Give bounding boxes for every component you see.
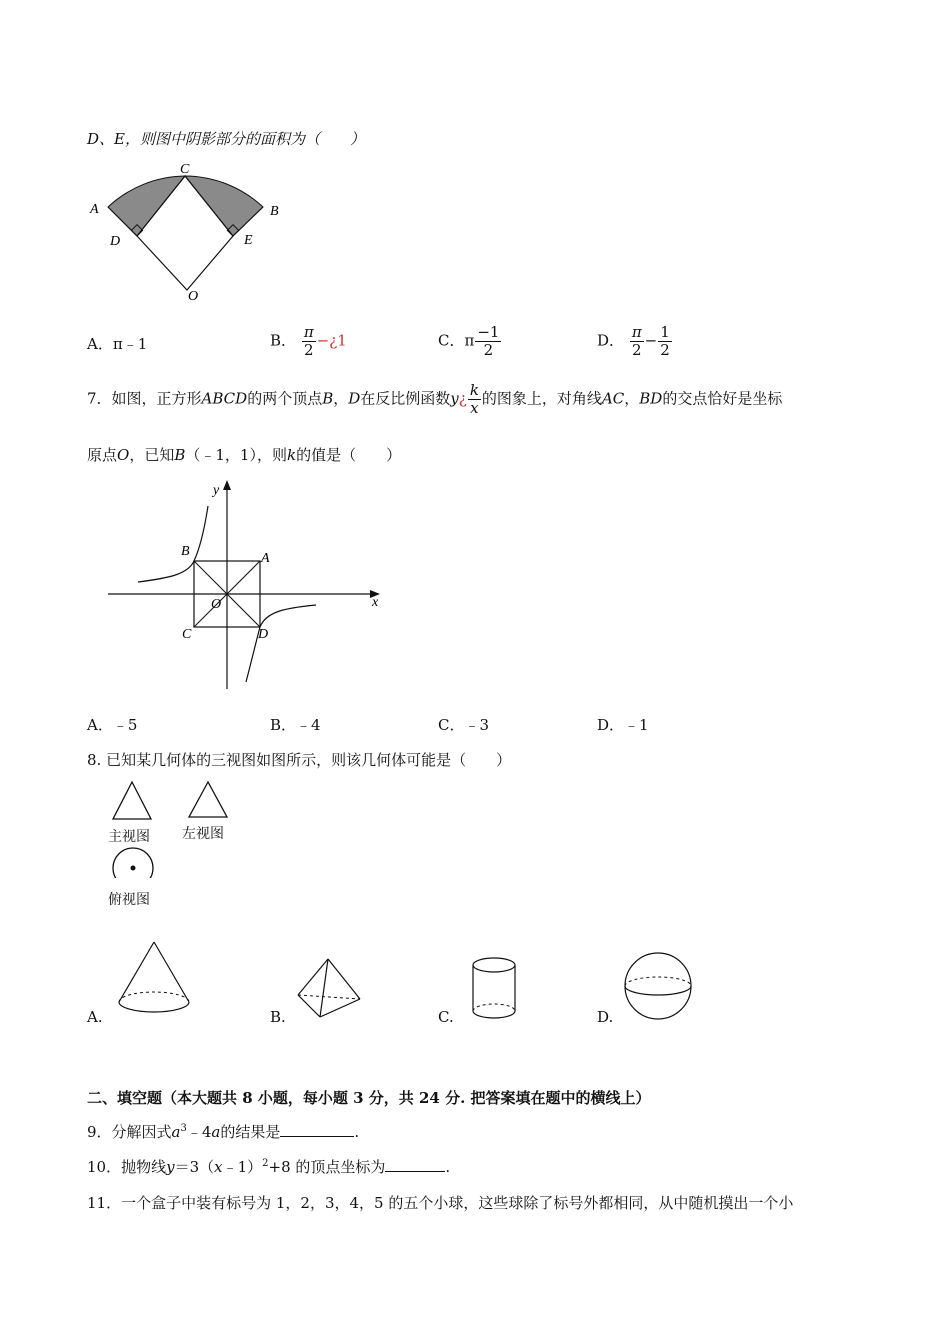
q8-option-d: D. <box>597 1008 614 1026</box>
q11: 11．一个盒子中装有标号为 1，2，3，4，5 的五个小球，这些球除了标号外都相同，从中随机摸出一个小 <box>87 1194 794 1212</box>
label-e: E <box>244 233 253 248</box>
sphere-figure <box>620 948 696 1024</box>
label-b: B <box>270 204 279 219</box>
label-x: x <box>372 595 379 610</box>
q7-line2: 原点O，已知B（﹣1，1），则k的值是（ ） <box>87 446 402 464</box>
hyperbola-branch-left <box>138 506 208 582</box>
q8-option-a: A. <box>87 1008 103 1026</box>
label-y: y <box>213 483 220 498</box>
q10-answer-blank[interactable] <box>385 1157 445 1172</box>
shaded-region-left <box>108 176 185 236</box>
q9: 9．分解因式$a^3﹣4a$的结果是 . <box>87 1123 360 1141</box>
y-axis-arrow <box>223 480 231 490</box>
label-a: A <box>90 202 99 217</box>
q6-option-a: A．π﹣1 <box>87 335 148 353</box>
hyperbola-branch-right <box>246 605 316 682</box>
q8-option-c: C. <box>438 1008 454 1026</box>
label-front-view: 主视图 <box>108 829 150 845</box>
label-left-view: 左视图 <box>182 826 224 842</box>
top-view-circle <box>113 848 153 878</box>
q7-line1: 7．如图，正方形ABCD的两个顶点B，D在反比例函数y¿ $\frac{k}{x}$ 的图象上，对角线AC，BD的交点恰好是坐标 <box>87 381 783 417</box>
label-c: C <box>182 627 192 642</box>
q6-option-c: C．π $\frac{-1}{2}$ <box>438 323 500 359</box>
q10: 10．抛物线y＝3（x﹣1）$^2$+8 的顶点坐标为 . <box>87 1158 451 1176</box>
q7-option-a: A．﹣5 <box>87 716 138 734</box>
label-b: B <box>181 544 190 559</box>
q7-figure <box>100 474 395 696</box>
label-d: D <box>110 234 121 249</box>
q6-stem: D、E，则图中阴影部分的面积为（ ） <box>87 130 365 148</box>
q6-figure <box>80 155 290 305</box>
left-view-triangle <box>189 782 227 817</box>
label-d: D <box>258 627 269 642</box>
q8-option-b: B. <box>270 1008 286 1026</box>
top-view-center-dot <box>131 866 136 871</box>
q6-option-b: B． $\frac{\pi}{2}$ −¿1 <box>270 323 347 359</box>
label-top-view: 俯视图 <box>108 892 150 908</box>
q7-option-c: C．﹣3 <box>438 716 490 734</box>
front-view-triangle <box>113 782 151 819</box>
label-c: C <box>180 162 190 177</box>
label-a: A <box>261 551 270 566</box>
cone-figure <box>110 936 200 1026</box>
cylinder-figure <box>468 953 524 1025</box>
label-o: O <box>211 597 222 612</box>
shaded-region-right <box>185 176 263 236</box>
q8-stem: 8. 已知某几何体的三视图如图所示，则该几何体可能是（ ） <box>87 751 512 769</box>
q6-option-d: D． $\frac{\pi}{2}$ − $\frac{1}{2}$ <box>597 323 670 359</box>
section-2-title: 二、填空题（本大题共 8 小题，每小题 3 分，共 24 分. 把答案填在题中的横线上） <box>87 1089 651 1107</box>
q7-option-b: B．﹣4 <box>270 716 321 734</box>
q9-answer-blank[interactable] <box>280 1122 354 1137</box>
pyramid-figure <box>290 955 370 1025</box>
q7-option-d: D．﹣1 <box>597 716 649 734</box>
label-o: O <box>188 289 199 304</box>
